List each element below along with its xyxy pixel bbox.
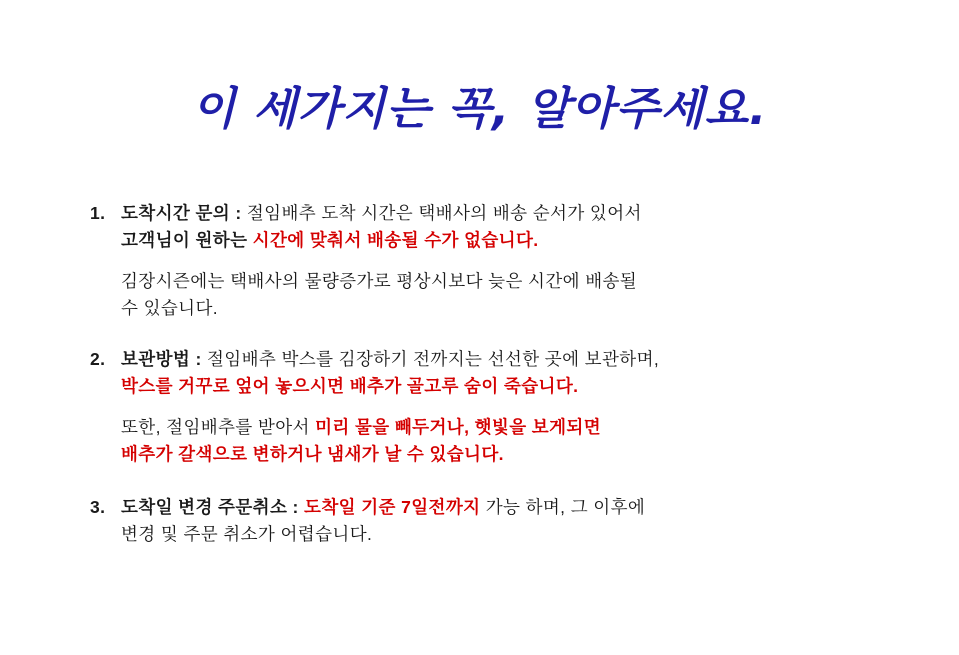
notice-text: 고객님이 원하는	[121, 230, 253, 250]
list-item	[90, 200, 890, 322]
notice-subline	[90, 295, 890, 322]
notice-label: 도착시간 문의 :	[121, 203, 247, 223]
notice-line	[90, 494, 890, 521]
notice-text: 절임배추 박스를 김장하기 전까지는 선선한 곳에 보관하며,	[206, 349, 660, 369]
notice-text: 가능 하며, 그 이후에	[485, 497, 646, 517]
notice-line	[90, 200, 890, 227]
notice-text: 변경 및 주문 취소가 어렵습니다.	[121, 524, 373, 544]
notice-subline	[90, 441, 890, 468]
notice-text: 절임배추 도착 시간은 택배사의 배송 순서가 있어서	[246, 203, 642, 223]
notice-text: 또한, 절임배추를 받아서	[121, 417, 316, 437]
notice-subline	[90, 268, 890, 295]
notice-text: 김장시즌에는 택배사의 물량증가로 평상시보다 늦은 시간에 배송될	[121, 271, 638, 291]
notice-highlight: 미리 물을 빼두거나, 햇빛을 보게되면	[315, 417, 601, 437]
notice-highlight: 배추가 갈색으로 변하거나 냄새가 날 수 있습니다.	[121, 444, 504, 464]
spacer	[90, 400, 890, 414]
notice-line	[90, 227, 890, 254]
notice-subline	[90, 414, 890, 441]
notice-highlight: 박스를 거꾸로 엎어 놓으시면 배추가 골고루 숨이 죽습니다.	[121, 376, 579, 396]
list-item	[90, 346, 890, 468]
notice-highlight: 시간에 맞춰서 배송될 수가 없습니다.	[252, 230, 539, 250]
spacer	[90, 322, 890, 346]
notice-line	[90, 373, 890, 400]
notice-list	[90, 200, 890, 548]
notice-text: 수 있습니다.	[121, 298, 219, 318]
notice-line	[90, 521, 890, 548]
list-item-number: 3.	[90, 497, 106, 517]
notice-line	[90, 346, 890, 373]
page-title: 이 세가지는 꼭, 알아주세요.	[191, 82, 768, 135]
spacer	[90, 254, 890, 268]
list-item-number: 2.	[90, 349, 106, 369]
list-item	[90, 494, 890, 548]
spacer	[90, 468, 890, 494]
notice-highlight: 도착일 기준 7일전까지	[304, 497, 486, 517]
notice-label: 도착일 변경 주문취소 :	[121, 497, 305, 517]
notice-label: 보관방법 :	[121, 349, 207, 369]
list-item-number: 1.	[90, 203, 106, 223]
